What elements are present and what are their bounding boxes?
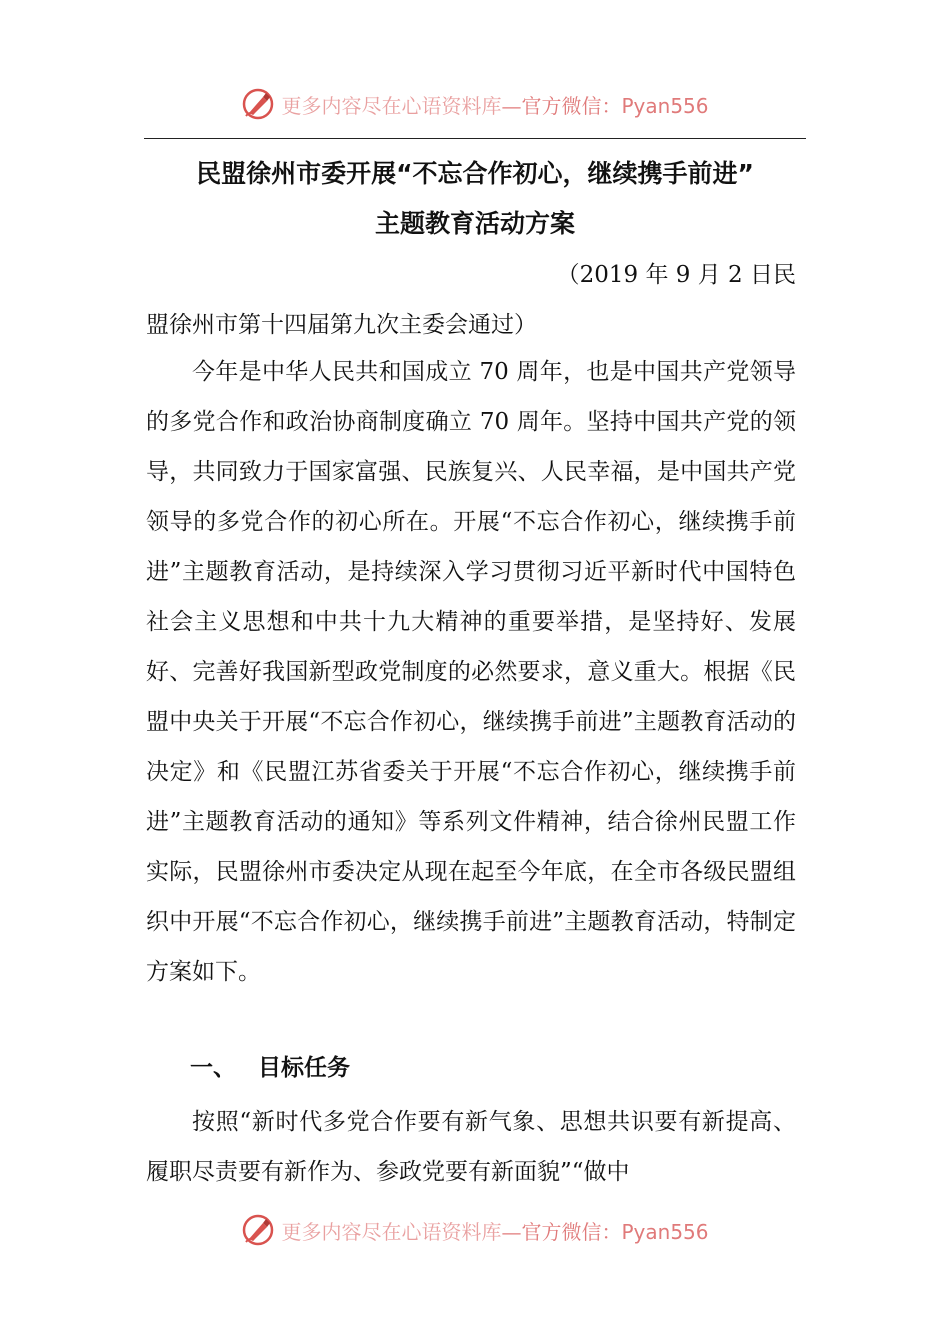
watermark-brand: 更多内容尽在心语资料库 [281, 93, 502, 118]
watermark-separator: — [501, 93, 522, 118]
watermark-text [281, 90, 708, 119]
document-title-line-1: 民盟徐州市委开展“不忘合作初心，继续携手前进” [196, 159, 754, 188]
section-number: 一、 [190, 1055, 236, 1081]
intro-paragraph: 今年是中华人民共和国成立 70 周年，也是中国共产党领导的多党合作和政治协商制度确立 70 周年。坚持中国共产党的领导，共同致力于国家富强、民族复兴、人民幸福，是中国共产党领导的多党合作的初心所在。开展“不忘合作初心，继续携手前进”主题教育活动，是持续深入学习贯彻习近平新时代中国特色社会主义思想和中共十九大精神的重要举措，是坚持好、发展好、完善好我国新型政党制度的必然要求，意义重大。根据《民盟中央关于开展“不忘合作初心，继续携手前进”主题教育活动的决定》和《民盟江苏省委关于开展“不忘合作初心，继续携手前进”主题教育活动的通知》等系列文件精神，结合徐州民盟工作实际，民盟徐州市委决定从现在起至今年底，在全市各级民盟组织中开展“不忘合作初心，继续携手前进”主题教育活动，特制定方案如下。 [146, 359, 796, 985]
watermark-wechat-label: 官方微信： [521, 1219, 622, 1244]
watermark-text [281, 1216, 708, 1245]
section-title: 目标任务 [258, 1055, 350, 1081]
watermark-brand: 更多内容尽在心语资料库 [281, 1219, 502, 1244]
section-1-paragraph: 按照“新时代多党合作要有新气象、思想共识要有新提高、履职尽责要有新作为、参政党要有新面貌”“做中 [146, 1109, 796, 1185]
adoption-note-part-1: （2019 年 9 月 2 日民 [556, 262, 796, 288]
watermark-wechat-label: 官方微信： [521, 93, 622, 118]
adoption-note-part-2: 盟徐州市第十四届第九次主委会通过） [146, 312, 537, 338]
watermark-wechat-id: Pyan556 [621, 1219, 709, 1244]
watermark-footer [0, 1210, 950, 1250]
watermark-wechat-id: Pyan556 [621, 93, 709, 118]
section-heading-1 [190, 1046, 350, 1090]
adoption-note [146, 250, 796, 350]
watermark-separator: — [501, 1219, 522, 1244]
pen-logo-icon [241, 1213, 275, 1247]
watermark-header [0, 84, 950, 124]
header-divider [144, 138, 806, 139]
pen-logo-icon [241, 87, 275, 121]
document-title-line-2: 主题教育活动方案 [374, 209, 575, 238]
